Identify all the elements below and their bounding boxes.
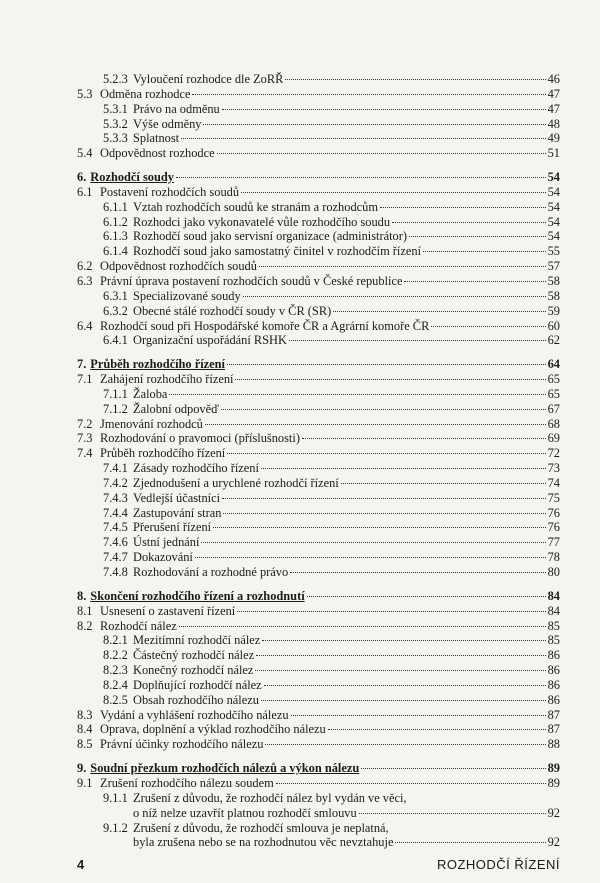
toc-entry-continuation xyxy=(77,806,560,821)
toc-entry-page: 72 xyxy=(547,446,560,461)
toc-entry-title: Žaloba xyxy=(133,386,168,401)
toc-entry-title: Specializované soudy xyxy=(133,288,241,303)
toc-entry xyxy=(77,244,560,259)
toc-entry-number: 7.4.1 xyxy=(103,461,128,476)
dot-leader xyxy=(195,557,546,558)
toc-entry-number: 5.2.3 xyxy=(103,72,128,86)
toc-entry-number: 8.2.1 xyxy=(103,633,128,648)
toc-entry-page: 68 xyxy=(547,416,560,431)
toc-entry xyxy=(77,146,560,161)
dot-leader xyxy=(291,715,546,716)
toc-entry-title: Doplňující rozhodčí nález xyxy=(133,677,262,692)
toc-entry-number: 6.3.1 xyxy=(103,288,128,303)
toc-entry-title: Soudní přezkum rozhodčích nálezů a výkon nálezu xyxy=(90,761,360,776)
dot-leader xyxy=(256,655,546,656)
toc-entry-title: Obsah rozhodčího nálezu xyxy=(133,692,259,707)
toc-entry-number: 7.4.6 xyxy=(103,535,128,550)
dot-leader xyxy=(259,266,546,267)
toc-entry xyxy=(77,185,560,200)
toc-entry-title: Zahájení rozhodčího řízení xyxy=(100,372,234,387)
toc-entry-page: 47 xyxy=(547,101,560,116)
toc-entry-title: Mezitímní rozhodčí nález xyxy=(133,633,261,648)
toc-entry-title: Konečný rozhodčí nález xyxy=(133,663,254,678)
dot-leader xyxy=(227,453,545,454)
toc-entry xyxy=(77,776,560,791)
dot-leader xyxy=(192,94,545,95)
toc-entry-number: 7.1 xyxy=(77,372,93,387)
page-number: 4 xyxy=(77,857,85,872)
dot-leader xyxy=(380,207,546,208)
dot-leader xyxy=(237,611,545,612)
toc-entry-number: 5.3.2 xyxy=(103,116,128,131)
dot-leader xyxy=(289,340,546,341)
dot-leader xyxy=(235,379,545,380)
toc-section xyxy=(77,589,560,752)
toc-entry-page: 75 xyxy=(547,490,560,505)
toc-entry-number: 6.3 xyxy=(77,273,93,288)
toc-entry-page: 84 xyxy=(547,603,560,618)
toc-entry xyxy=(77,431,560,446)
toc-entry xyxy=(77,333,560,348)
toc-entry-number: 5.3.3 xyxy=(103,131,128,146)
toc-entry xyxy=(77,550,560,565)
dot-leader xyxy=(221,409,545,410)
toc-entry-number: 9.1.2 xyxy=(103,820,128,835)
toc-entry-number: 7.2 xyxy=(77,416,93,431)
toc-section xyxy=(77,761,560,850)
toc-entry-title: Rozhodčí nález xyxy=(100,618,177,633)
toc-entry-title: Právo na odměnu xyxy=(133,101,220,116)
toc-entry xyxy=(77,229,560,244)
dot-leader xyxy=(261,700,546,701)
toc-entry xyxy=(77,117,560,132)
toc-entry-page: 87 xyxy=(547,722,560,737)
toc-entry-number: 9. xyxy=(77,761,87,776)
toc-entry-title: Rozhodčí soud jako servisní organizace (administrátor) xyxy=(133,229,408,244)
toc-entry-title: Rozhodčí soud jako samostatný činitel v rozhodčím řízení xyxy=(133,244,422,259)
dot-leader xyxy=(265,744,545,745)
dot-leader xyxy=(307,596,546,597)
dot-leader xyxy=(361,768,545,769)
toc-entry-page: 89 xyxy=(547,761,560,776)
toc-entry-number: 7.4.4 xyxy=(103,505,128,520)
dot-leader xyxy=(404,281,545,282)
toc-entry xyxy=(77,402,560,417)
toc-entry-page: 88 xyxy=(547,737,560,752)
dot-leader xyxy=(262,640,545,641)
toc-entry xyxy=(77,170,560,185)
toc-entry-number: 6.1.3 xyxy=(103,229,128,244)
toc-entry-page: 58 xyxy=(547,273,560,288)
toc-entry xyxy=(77,215,560,230)
toc-entry xyxy=(77,604,560,619)
toc-entry-title: Rozhodčí soudy xyxy=(90,170,174,185)
dot-leader xyxy=(290,572,545,573)
toc-entry-title: Skončení rozhodčího řízení a rozhodnutí xyxy=(90,588,305,603)
toc-section xyxy=(77,170,560,348)
toc-entry xyxy=(77,87,560,102)
running-title: ROZHODČÍ ŘÍZENÍ xyxy=(436,857,560,872)
toc-entry-title: Výše odměny xyxy=(133,116,202,131)
toc-entry-number: 8.1 xyxy=(77,603,93,618)
toc-entry-title: Jmenování rozhodců xyxy=(100,416,203,431)
toc-entry-number: 6. xyxy=(77,170,87,185)
toc-entry-title: Průběh rozhodčího řízení xyxy=(100,446,226,461)
toc-entry xyxy=(77,417,560,432)
toc-entry xyxy=(77,506,560,521)
toc-entry-page: 48 xyxy=(547,116,560,131)
toc-entry xyxy=(77,476,560,491)
toc-entry-number: 6.3.2 xyxy=(103,303,128,318)
dot-leader xyxy=(264,685,546,686)
toc-entry-page: 73 xyxy=(547,461,560,476)
toc-entry-title: Právní účinky rozhodčího nálezu xyxy=(100,737,264,752)
toc-entry xyxy=(77,319,560,334)
dot-leader xyxy=(203,124,545,125)
toc-entry-page: 74 xyxy=(547,475,560,490)
toc-entry-number: 6.1.4 xyxy=(103,244,128,259)
toc-entry xyxy=(77,72,560,87)
toc-entry-continuation xyxy=(77,835,560,850)
toc-entry-title: Zrušení rozhodčího nálezu soudem xyxy=(100,775,274,790)
toc-entry xyxy=(77,357,560,372)
dot-leader xyxy=(227,364,546,365)
toc-entry xyxy=(77,722,560,737)
toc-entry xyxy=(77,589,560,604)
toc-entry-page: 47 xyxy=(547,86,560,101)
dot-leader xyxy=(217,153,546,154)
toc-entry-number: 7.4.5 xyxy=(103,520,128,535)
toc-entry xyxy=(77,387,560,402)
dot-leader xyxy=(409,236,546,237)
toc-entry-page: 85 xyxy=(547,633,560,648)
toc-entry-title: Ústní jednání xyxy=(133,535,200,550)
toc-entry-title: Rozhodování a rozhodné právo xyxy=(133,565,289,579)
toc-entry-title: Vztah rozhodčích soudů ke stranám a rozhodcům xyxy=(133,199,378,214)
toc-entry xyxy=(77,372,560,387)
toc-entry xyxy=(77,446,560,461)
toc-entry-page: 86 xyxy=(547,648,560,663)
toc-entry xyxy=(77,289,560,304)
toc-section xyxy=(77,72,560,161)
toc-entry-title: Rozhodování o pravomoci (příslušnosti) xyxy=(100,431,300,446)
dot-leader xyxy=(395,842,545,843)
toc-entry-page: 78 xyxy=(547,550,560,565)
toc-entry-page: 86 xyxy=(547,677,560,692)
toc-entry-number: 6.1 xyxy=(77,184,93,199)
toc-entry xyxy=(77,761,560,776)
toc-entry-page: 54 xyxy=(547,199,560,214)
toc-entry-page: 62 xyxy=(547,333,560,348)
toc-entry-title: Žalobní odpověď xyxy=(133,401,220,416)
toc-entry-title: Odpovědnost rozhodce xyxy=(100,146,215,161)
toc-entry-page: 77 xyxy=(547,535,560,550)
toc-entry-number: 8.5 xyxy=(77,737,93,752)
toc-entry xyxy=(77,737,560,752)
toc-entry-title: Zrušení z důvodu, že rozhodčí nález byl vydán ve věci, xyxy=(133,790,407,805)
toc-entry-page: 57 xyxy=(547,259,560,274)
toc-entry-page: 54 xyxy=(547,229,560,244)
toc-entry-page: 76 xyxy=(547,505,560,520)
dot-leader xyxy=(243,296,546,297)
dot-leader xyxy=(213,527,546,528)
toc-entry-title: Odměna rozhodce xyxy=(100,86,191,101)
dot-leader xyxy=(179,626,546,627)
toc-entry-title: Vyloučení rozhodce dle ZoRŘ xyxy=(133,72,284,86)
toc-entry-title: Právní úprava postavení rozhodčích soudů v České republice xyxy=(100,273,403,288)
toc-entry-title: Rozhodčí soud při Hospodářské komoře ČR a Agrární komoře ČR xyxy=(100,318,430,333)
toc-entry-title: Rozhodci jako vykonavatelé vůle rozhodčího soudu xyxy=(133,214,391,229)
toc-entry-title: Zásady rozhodčího řízení xyxy=(133,461,259,476)
toc-entry-number: 8.2.4 xyxy=(103,677,128,692)
toc-entry-title: Oprava, doplnění a výklad rozhodčího nálezu xyxy=(100,722,326,737)
toc-entry xyxy=(77,102,560,117)
toc-entry xyxy=(77,520,560,535)
toc-entry-number: 7.3 xyxy=(77,431,93,446)
dot-leader xyxy=(341,483,546,484)
toc-entry-number: 5.4 xyxy=(77,146,93,161)
toc-entry-title: Zrušení z důvodu, že rozhodčí smlouva je neplatná, xyxy=(133,820,389,835)
toc-entry-page: 67 xyxy=(547,401,560,416)
toc-entry-number: 8.3 xyxy=(77,707,93,722)
toc-entry-number: 7.4 xyxy=(77,446,93,461)
toc-entry-number: 5.3.1 xyxy=(103,101,128,116)
toc-entry-page: 84 xyxy=(547,588,560,603)
toc-entry-number: 6.4 xyxy=(77,318,93,333)
toc-entry xyxy=(77,131,560,146)
toc-entry-number: 9.1 xyxy=(77,775,93,790)
toc-entry-title: Částečný rozhodčí nález xyxy=(133,648,255,663)
toc-entry xyxy=(77,535,560,550)
toc-entry xyxy=(77,821,560,836)
dot-leader xyxy=(276,783,546,784)
toc-entry-number: 9.1.1 xyxy=(103,790,128,805)
toc-entry-page: 65 xyxy=(547,372,560,387)
dot-leader xyxy=(423,251,546,252)
toc-entry-title: Vydání a vyhlášení rozhodčího nálezu xyxy=(100,707,289,722)
toc-entry xyxy=(77,663,560,678)
toc-entry-title: Vedlejší účastníci xyxy=(133,490,221,505)
toc-entry-page: 87 xyxy=(547,707,560,722)
toc-entry xyxy=(77,678,560,693)
dot-leader xyxy=(176,177,546,178)
toc-entry-number: 6.1.2 xyxy=(103,214,128,229)
toc-entry xyxy=(77,708,560,723)
toc-entry-number: 7.4.8 xyxy=(103,565,128,579)
toc-entry-page: 86 xyxy=(547,663,560,678)
toc-entry-page: 54 xyxy=(547,170,560,185)
dot-leader xyxy=(255,670,545,671)
toc-entry-title: Zjednodušení a urychlené rozhodčí řízení xyxy=(133,475,339,490)
dot-leader xyxy=(169,394,545,395)
toc-section xyxy=(77,357,560,580)
dot-leader xyxy=(431,326,545,327)
toc-entry xyxy=(77,200,560,215)
toc-entry-number: 8.2.2 xyxy=(103,648,128,663)
toc-entry-title-line2: byla zrušena nebo se na rozhodnutou věc nevztahuje xyxy=(133,835,394,850)
toc-entry-page: 55 xyxy=(547,244,560,259)
toc-entry-number: 7.1.1 xyxy=(103,386,128,401)
toc-entry-number: 6.2 xyxy=(77,259,93,274)
toc-entry-page: 49 xyxy=(547,131,560,146)
toc-entry xyxy=(77,693,560,708)
toc-entry-page: 76 xyxy=(547,520,560,535)
dot-leader xyxy=(285,79,545,80)
dot-leader xyxy=(222,109,546,110)
toc-entry xyxy=(77,304,560,319)
dot-leader xyxy=(328,729,546,730)
toc-entry xyxy=(77,633,560,648)
toc-entry xyxy=(77,619,560,634)
toc-entry-page: 54 xyxy=(547,214,560,229)
dot-leader xyxy=(302,438,546,439)
dot-leader xyxy=(333,311,545,312)
toc-entry-number: 7.1.2 xyxy=(103,401,128,416)
toc-entry-number: 7.4.3 xyxy=(103,490,128,505)
toc-entry-page: 46 xyxy=(547,72,560,86)
toc-entry-title-line2: o níž nelze uzavřít platnou rozhodčí smlouvu xyxy=(133,805,357,820)
table-of-contents xyxy=(77,72,560,859)
toc-entry-number: 8.2.3 xyxy=(103,663,128,678)
toc-entry-number: 8.2.5 xyxy=(103,692,128,707)
dot-leader xyxy=(261,468,546,469)
toc-entry-page: 92 xyxy=(547,805,560,820)
toc-entry-title: Průběh rozhodčího řízení xyxy=(90,357,225,372)
dot-leader xyxy=(392,222,546,223)
toc-entry xyxy=(77,648,560,663)
dot-leader xyxy=(359,813,546,814)
dot-leader xyxy=(222,498,546,499)
toc-entry-number: 5.3 xyxy=(77,86,93,101)
toc-entry-number: 7. xyxy=(77,357,87,372)
toc-entry-title: Usnesení o zastavení řízení xyxy=(100,603,236,618)
dot-leader xyxy=(201,542,545,543)
toc-entry-title: Odpovědnost rozhodčích soudů xyxy=(100,259,257,274)
toc-entry-page: 59 xyxy=(547,303,560,318)
toc-entry-page: 58 xyxy=(547,288,560,303)
toc-entry xyxy=(77,565,560,580)
toc-entry-page: 69 xyxy=(547,431,560,446)
toc-entry-title: Zastupování stran xyxy=(133,505,222,520)
toc-entry-title: Splatnost xyxy=(133,131,180,146)
toc-entry xyxy=(77,259,560,274)
toc-entry xyxy=(77,274,560,289)
toc-entry-page: 85 xyxy=(547,618,560,633)
toc-entry-page: 65 xyxy=(547,386,560,401)
toc-entry-title: Přerušení řízení xyxy=(133,520,212,535)
toc-entry-number: 6.4.1 xyxy=(103,333,128,348)
dot-leader xyxy=(241,192,546,193)
toc-entry-page: 64 xyxy=(547,357,560,372)
toc-entry-number: 8.4 xyxy=(77,722,93,737)
toc-entry-title: Obecné stálé rozhodčí soudy v ČR (SR) xyxy=(133,303,332,318)
toc-entry-title: Organizační uspořádání RSHK xyxy=(133,333,287,348)
dot-leader xyxy=(205,424,546,425)
toc-entry xyxy=(77,791,560,806)
toc-entry-page: 86 xyxy=(547,692,560,707)
toc-entry-title: Postavení rozhodčích soudů xyxy=(100,184,240,199)
toc-entry xyxy=(77,491,560,506)
toc-entry-number: 7.4.2 xyxy=(103,475,128,490)
toc-entry-number: 8.2 xyxy=(77,618,93,633)
toc-entry-page: 89 xyxy=(547,775,560,790)
dot-leader xyxy=(181,138,545,139)
toc-entry-page: 51 xyxy=(547,146,560,161)
toc-entry-title: Dokazování xyxy=(133,550,193,565)
toc-entry xyxy=(77,461,560,476)
toc-entry-number: 7.4.7 xyxy=(103,550,128,565)
toc-entry-page: 80 xyxy=(547,565,560,579)
toc-entry-number: 6.1.1 xyxy=(103,199,128,214)
toc-entry-number: 8. xyxy=(77,588,87,603)
toc-entry-page: 92 xyxy=(547,835,560,850)
toc-entry-page: 60 xyxy=(547,318,560,333)
dot-leader xyxy=(223,513,545,514)
toc-entry-page: 54 xyxy=(547,184,560,199)
